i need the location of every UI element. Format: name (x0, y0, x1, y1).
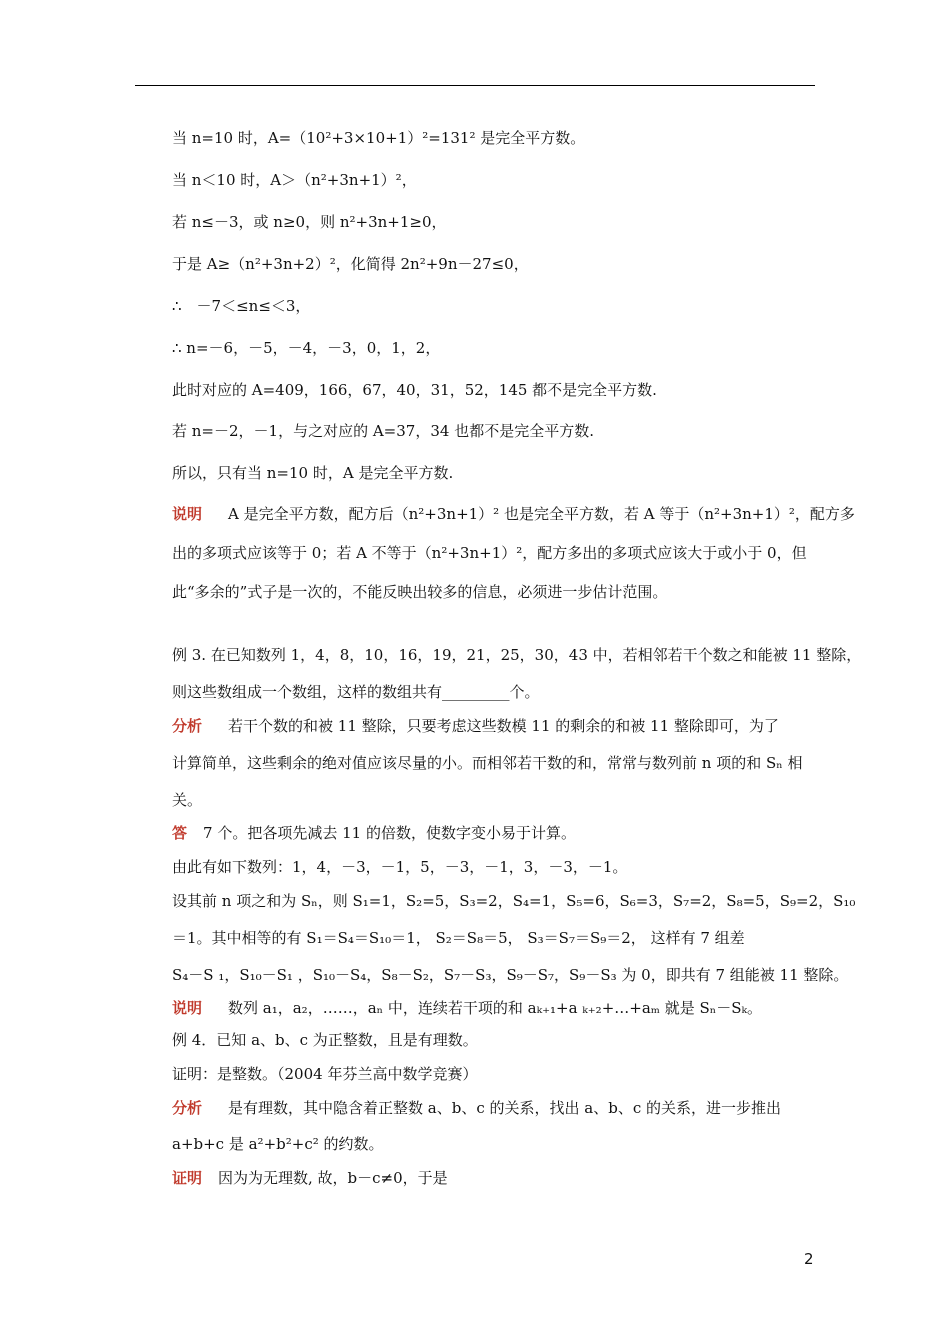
example-3-line-2: 则这些数组成一个数组，这样的数组共有_________个。 (172, 683, 540, 701)
note-1-line-1 (172, 504, 855, 524)
answer-line-2: 由此有如下数列：1，4，－3，－1，5，－3，－1，3，－3，－1。 (172, 858, 628, 876)
proof-text: 因为为无理数, 故，b－c≠0，于是 (218, 1169, 448, 1187)
note-1-line-3: 此“多余的”式子是一次的，不能反映出较多的信息，必须进一步估计范围。 (172, 583, 668, 601)
page-number: 2 (804, 1250, 814, 1268)
note-2-line (172, 998, 762, 1018)
example-4-line-2: 证明：是整数。（2004 年芬兰高中数学竞赛） (172, 1065, 478, 1083)
note-label: 说明 (172, 505, 203, 523)
text-line: 若 n≤－3，或 n≥0，则 n²+3n+1≥0， (172, 213, 447, 231)
analysis-1-line-2: 计算简单，这些剩余的绝对值应该尽量的小。而相邻若干数的和，常常与数列前 n 项的和 Sₙ 相 (172, 754, 803, 772)
answer-line-1 (172, 823, 576, 843)
text-line: 当 n=10 时，A=（10²+3×10+1）²=131² 是完全平方数。 (172, 129, 586, 147)
example-4-line-1: 例 4．已知 a、b、c 为正整数，且是有理数。 (172, 1031, 478, 1049)
analysis-1-line-1 (172, 716, 779, 736)
note-label: 说明 (172, 999, 203, 1017)
header-rule (135, 85, 815, 86)
example-3-line-1: 例 3. 在已知数列 1，4，8，10，16，19，21，25，30，43 中，若相邻若干个数之和能被 11 整除， (172, 646, 862, 664)
analysis-label: 分析 (172, 1099, 203, 1117)
answer-line-5: S₄－S ₁，S₁₀－S₁ ，S₁₀－S₄，S₈－S₂，S₇－S₃，S₉－S₇，S₉－S₃ 为 0，即共有 7 组能被 11 整除。 (172, 966, 849, 984)
answer-label: 答 (172, 824, 188, 842)
analysis-label: 分析 (172, 717, 203, 735)
text-line: ∴ n=－6，－5，－4，－3，0，1，2， (172, 339, 441, 357)
analysis-text: 若干个数的和被 11 整除，只要考虑这些数模 11 的剩余的和被 11 整除即可，为了 (228, 717, 779, 735)
answer-line-4: ＝1。其中相等的有 S₁＝S₄＝S₁₀＝1， S₂＝S₈＝5， S₃＝S₇＝S₉＝2， 这样有 7 组差 (172, 929, 745, 947)
text-line: 所以，只有当 n=10 时，A 是完全平方数. (172, 464, 454, 482)
analysis-2-line-1 (172, 1098, 781, 1118)
answer-text: 7 个。把各项先减去 11 的倍数，使数字变小易于计算。 (203, 824, 576, 842)
note-text: 数列 a₁，a₂，……，aₙ 中，连续若干项的和 aₖ₊₁+a ₖ₊₂+…+aₘ 就是 Sₙ－Sₖ。 (228, 999, 763, 1017)
text-line: 若 n=－2，－1，与之对应的 A=37，34 也都不是完全平方数. (172, 422, 594, 440)
proof-label: 证明 (172, 1169, 203, 1187)
text-line: ∴ －7＜≤n≤＜3， (172, 297, 311, 315)
analysis-2-line-2: a+b+c 是 a²+b²+c² 的约数。 (172, 1135, 384, 1153)
note-1-line-2: 出的多项式应该等于 0；若 A 不等于（n²+3n+1）²，配方多出的多项式应该大于或小于 0，但 (172, 544, 807, 562)
proof-line (172, 1168, 448, 1188)
analysis-1-line-3: 关。 (172, 791, 203, 809)
note-text: A 是完全平方数，配方后（n²+3n+1）² 也是完全平方数，若 A 等于（n²+3n+1）²，配方多 (228, 505, 855, 523)
text-line: 当 n＜10 时，A＞（n²+3n+1）²， (172, 171, 417, 189)
analysis-text: 是有理数，其中隐含着正整数 a、b、c 的关系，找出 a、b、c 的关系，进一步推出 (228, 1099, 781, 1117)
answer-line-3: 设其前 n 项之和为 Sₙ，则 S₁=1，S₂=5，S₃=2，S₄=1，S₅=6，S₆=3，S₇=2，S₈=5，S₉=2，S₁₀ (172, 892, 856, 910)
text-line: 于是 A≥（n²+3n+2）²，化简得 2n²+9n－27≤0， (172, 255, 529, 273)
text-line: 此时对应的 A=409，166，67，40，31，52，145 都不是完全平方数. (172, 381, 657, 399)
